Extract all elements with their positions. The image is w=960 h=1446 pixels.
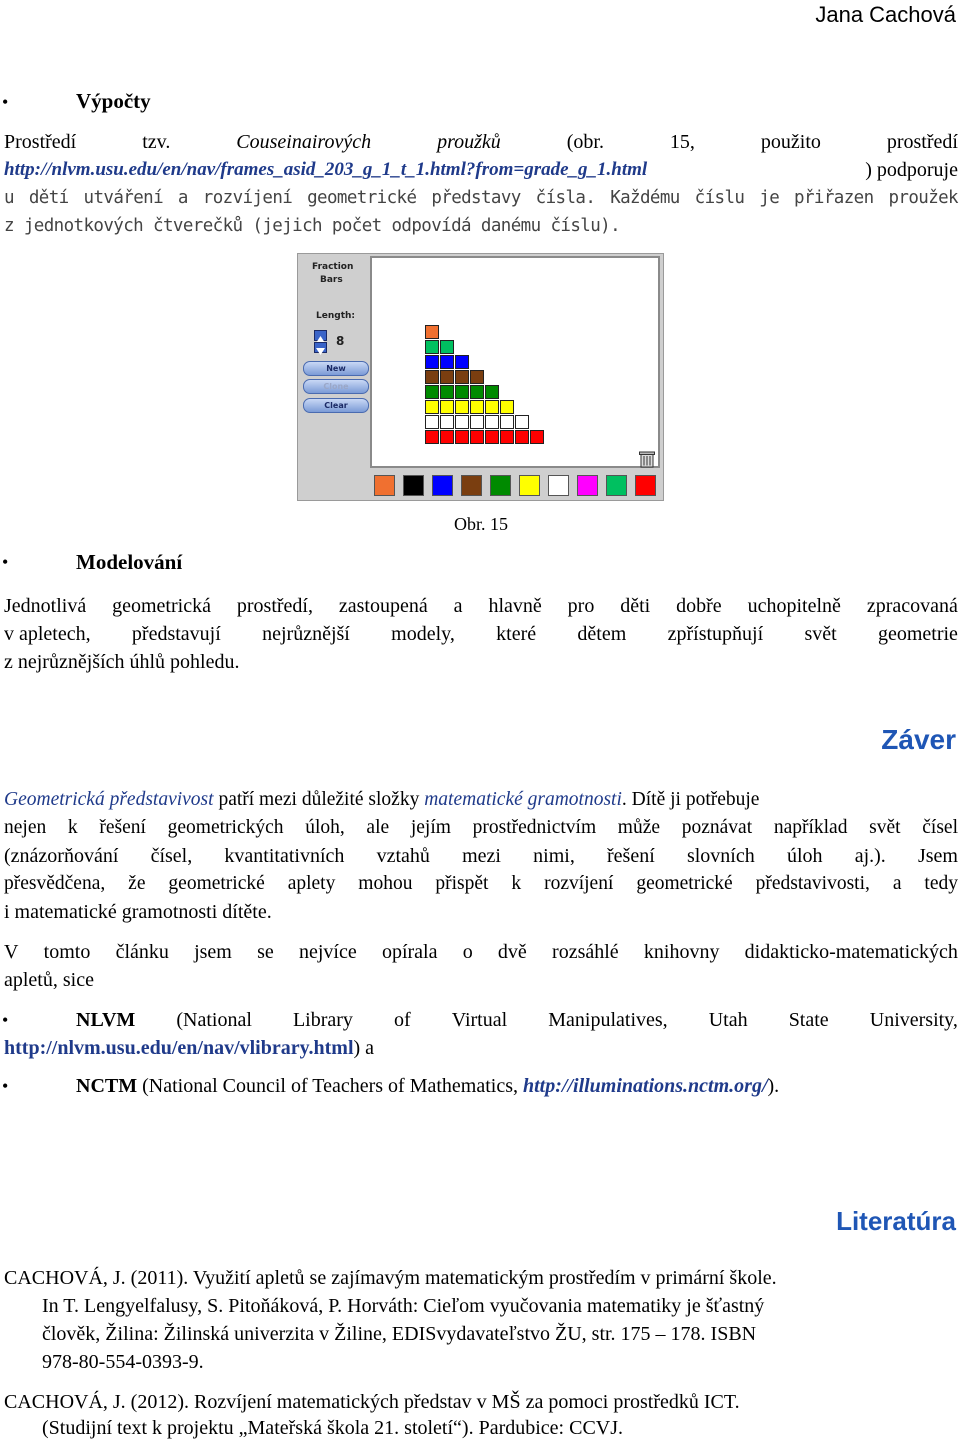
reference-2-line-1: CACHOVÁ, J. (2012). Rozvíjení matematických představ v MŠ za pomoci prostředků ICT. (4, 1391, 740, 1413)
heading-vypocty: Výpočty (76, 89, 151, 113)
zaver-line-1 (4, 786, 958, 814)
word: geometrická (112, 595, 211, 617)
word: v apletech, (4, 623, 91, 645)
word: Jsem (917, 845, 958, 867)
nlvm-label: NLVM (76, 1009, 136, 1031)
palette-color-swatch[interactable] (403, 475, 424, 496)
bar-unit-square[interactable] (425, 355, 439, 369)
word: řešení (607, 845, 655, 867)
reference-1-line-4: 978-80-554-0393-9. (42, 1351, 204, 1373)
bar-unit-square[interactable] (455, 385, 469, 399)
bullet-icon: • (2, 552, 9, 572)
heading-modelovani: Modelování (76, 550, 183, 574)
word: knihovny (643, 941, 720, 963)
bar-unit-square[interactable] (425, 430, 439, 444)
word: hlavně (488, 595, 542, 617)
word: V (4, 941, 19, 963)
word: představují (131, 623, 221, 645)
word: geometrie (877, 623, 958, 645)
palette-color-swatch[interactable] (577, 475, 598, 496)
palette-color-swatch[interactable] (490, 475, 511, 496)
vypocty-line-1 (4, 128, 958, 156)
word: Virtual (451, 1009, 508, 1031)
length-up-icon[interactable] (314, 330, 327, 341)
nctm-illuminations-link[interactable]: http://illuminations.nctm.org/ (523, 1075, 768, 1097)
word: 15, (669, 131, 695, 153)
word: o (462, 941, 473, 963)
word: tzv. (142, 131, 171, 153)
length-value: 8 (336, 334, 345, 348)
bars-canvas[interactable] (370, 256, 660, 468)
nlvm-line-2 (4, 1034, 958, 1062)
term-geometricka-predstavivost: Geometrická představivost (4, 789, 214, 810)
bar-unit-square[interactable] (440, 355, 454, 369)
zaver-line-5: i matematické gramotnosti dítěte. (4, 901, 272, 923)
bar-unit-square[interactable] (485, 430, 499, 444)
nctm-label: NCTM (76, 1075, 138, 1097)
word: zpřístupňují (667, 623, 764, 645)
term-matematicke-gramotnosti: matematické gramotnosti (424, 789, 622, 810)
bar-unit-square[interactable] (440, 430, 454, 444)
bar-unit-square[interactable] (425, 340, 439, 354)
word: čísel, (150, 845, 193, 867)
bar-unit-square[interactable] (470, 430, 484, 444)
bar-unit-square[interactable] (485, 385, 499, 399)
length-label: Length: (316, 311, 355, 321)
word: nejrůznější (262, 623, 350, 645)
bar-unit-square[interactable] (470, 385, 484, 399)
word: tomto (43, 941, 91, 963)
text: ) a (353, 1037, 375, 1059)
bar-unit-square[interactable] (470, 400, 484, 414)
word: svět (804, 623, 837, 645)
word: slovních (686, 845, 755, 867)
bar-unit-square[interactable] (485, 400, 499, 414)
word: a (453, 595, 463, 617)
bar-unit-square[interactable] (425, 415, 439, 429)
palette-color-swatch[interactable] (461, 475, 482, 496)
word: se (257, 941, 274, 963)
word: proužků (437, 131, 501, 153)
bar-unit-square[interactable] (530, 430, 544, 444)
bar-unit-square[interactable] (440, 415, 454, 429)
applet-title-line1: Fraction (312, 262, 354, 272)
bar-unit-square[interactable] (455, 370, 469, 384)
bar-unit-square[interactable] (425, 325, 439, 339)
word: vztahů (376, 845, 430, 867)
word: prostředí, (236, 595, 313, 617)
bar-unit-square[interactable] (455, 400, 469, 414)
word: zpracovaná (866, 595, 958, 617)
word: dvě (497, 941, 527, 963)
bar-unit-square[interactable] (500, 415, 514, 429)
text: ). (767, 1075, 780, 1097)
word: Manipulatives, (548, 1009, 668, 1031)
word: kvantitativních (224, 845, 345, 867)
text: patří mezi důležité složky (213, 789, 425, 810)
word: pro (567, 595, 595, 617)
word: které (496, 623, 537, 645)
word: modely, (391, 623, 455, 645)
word: University, (869, 1009, 958, 1031)
bar-unit-square[interactable] (440, 340, 454, 354)
clone-button[interactable]: Clone (303, 379, 369, 394)
word: nimi, (533, 845, 575, 867)
bar-unit-square[interactable] (470, 370, 484, 384)
reference-1-line-2: In T. Lengyelfalusy, S. Pitoňáková, P. Horváth: Cieľom vyučovania matematiky je šťastný (42, 1295, 765, 1317)
applet-title-line2: Bars (320, 275, 343, 285)
author-name: Jana Cachová (815, 2, 956, 27)
bar-unit-square[interactable] (485, 415, 499, 429)
nlvm-library-link[interactable]: http://nlvm.usu.edu/en/nav/vlibrary.html (4, 1037, 354, 1059)
bar-unit-square[interactable] (455, 430, 469, 444)
word: jsem (194, 941, 232, 963)
word: uchopitelně (747, 595, 841, 617)
palette-color-swatch[interactable] (432, 475, 453, 496)
trash-icon[interactable] (638, 450, 656, 473)
word: (obr. (566, 131, 604, 153)
bar-unit-square[interactable] (440, 385, 454, 399)
word: zastoupená (338, 595, 428, 617)
bar-unit-square[interactable] (440, 370, 454, 384)
zaver-line-2: nejen k řešení geometrických úloh, ale jejím prostřednictvím může poznávat například svět čísel (4, 817, 958, 838)
palette-color-swatch[interactable] (519, 475, 540, 496)
bar-unit-square[interactable] (425, 385, 439, 399)
word: didakticko-matematických (744, 941, 958, 963)
bar-unit-square[interactable] (440, 400, 454, 414)
modelovani-line-2 (4, 620, 958, 648)
word: Couseinairových (236, 131, 372, 153)
nlvm-line-1 (76, 1006, 958, 1034)
bar-unit-square[interactable] (425, 400, 439, 414)
word: děti (620, 595, 651, 617)
bullet-icon: • (2, 92, 9, 112)
word: aj.). (854, 845, 886, 867)
word: článku (115, 941, 169, 963)
modelovani-line-3: z nejrůznějších úhlů pohledu. (4, 651, 240, 673)
word: nejvíce (298, 941, 357, 963)
word: použito (760, 131, 821, 153)
bar-unit-square[interactable] (470, 415, 484, 429)
word: Prostředí (4, 131, 77, 153)
word: Utah (708, 1009, 748, 1031)
word: State (788, 1009, 829, 1031)
bar-unit-square[interactable] (515, 430, 529, 444)
nctm-line (76, 1072, 779, 1100)
clear-button[interactable]: Clear (303, 398, 369, 413)
word: (National (176, 1009, 252, 1031)
text: ) podporuje (865, 159, 958, 181)
bar-unit-square[interactable] (515, 415, 529, 429)
heading-literatura: Literatúra (836, 1206, 956, 1236)
word: úloh (786, 845, 823, 867)
modelovani-line-1 (4, 592, 958, 620)
palette-color-swatch[interactable] (374, 475, 395, 496)
vypocty-line-3: u dětí utváření a rozvíjení geometrické představy čísla. Každému číslu je přiřazen proužek (4, 188, 958, 208)
palette-color-swatch[interactable] (635, 475, 656, 496)
bar-unit-square[interactable] (455, 355, 469, 369)
zaver-line-3 (4, 842, 958, 870)
zaver-p2-line-2: apletů, sice (4, 969, 94, 991)
word: rozsáhlé (552, 941, 619, 963)
figure-caption: Obr. 15 (454, 514, 508, 534)
text: (National Council of Teachers of Mathematics, (137, 1075, 523, 1097)
vypocty-line-2 (4, 156, 958, 184)
new-button[interactable]: New (303, 361, 369, 376)
zaver-line-4: přesvědčena, že geometrické aplety mohou přispět k rozvíjení geometrické představivosti, a tedy (4, 873, 958, 894)
word: dětem (577, 623, 627, 645)
bullet-icon: • (2, 1076, 9, 1096)
bar-unit-square[interactable] (500, 430, 514, 444)
word: mezi (462, 845, 501, 867)
text: . Dítě ji potřebuje (621, 789, 760, 810)
word: Jednotlivá (4, 595, 87, 617)
length-down-icon[interactable] (314, 342, 327, 353)
palette-color-swatch[interactable] (548, 475, 569, 496)
fraction-bars-applet (297, 253, 664, 501)
bar-unit-square[interactable] (455, 415, 469, 429)
reference-1-line-3: člověk, Žilina: Žilinská univerzita v Žiline, EDISvydavateľstvo ŽU, str. 175 – 178. ISBN (42, 1323, 757, 1345)
word: Library (292, 1009, 353, 1031)
word: dobře (676, 595, 722, 617)
word: opírala (381, 941, 438, 963)
reference-2-line-2: (Studijní text k projektu „Mateřská škola 21. století“). Pardubice: CCVJ. (42, 1417, 624, 1439)
bullet-icon: • (2, 1010, 9, 1030)
vypocty-line-4: z jednotkových čtverečků (jejich počet odpovídá danému číslu). (4, 216, 621, 236)
nlvm-fraction-bars-link[interactable]: http://nlvm.usu.edu/en/nav/frames_asid_203_g_1_t_1.html?from=grade_g_1.html (4, 159, 648, 180)
palette-color-swatch[interactable] (606, 475, 627, 496)
heading-zaver: Záver (881, 724, 956, 755)
zaver-p2-line-1 (4, 938, 958, 966)
word: of (393, 1009, 411, 1031)
bar-unit-square[interactable] (425, 370, 439, 384)
word: (znázorňování (4, 845, 119, 867)
reference-1-line-1: CACHOVÁ, J. (2011). Využití apletů se zajímavým matematickým prostředím v primární škole. (4, 1267, 777, 1289)
word: prostředí (886, 131, 958, 153)
bar-unit-square[interactable] (500, 400, 514, 414)
